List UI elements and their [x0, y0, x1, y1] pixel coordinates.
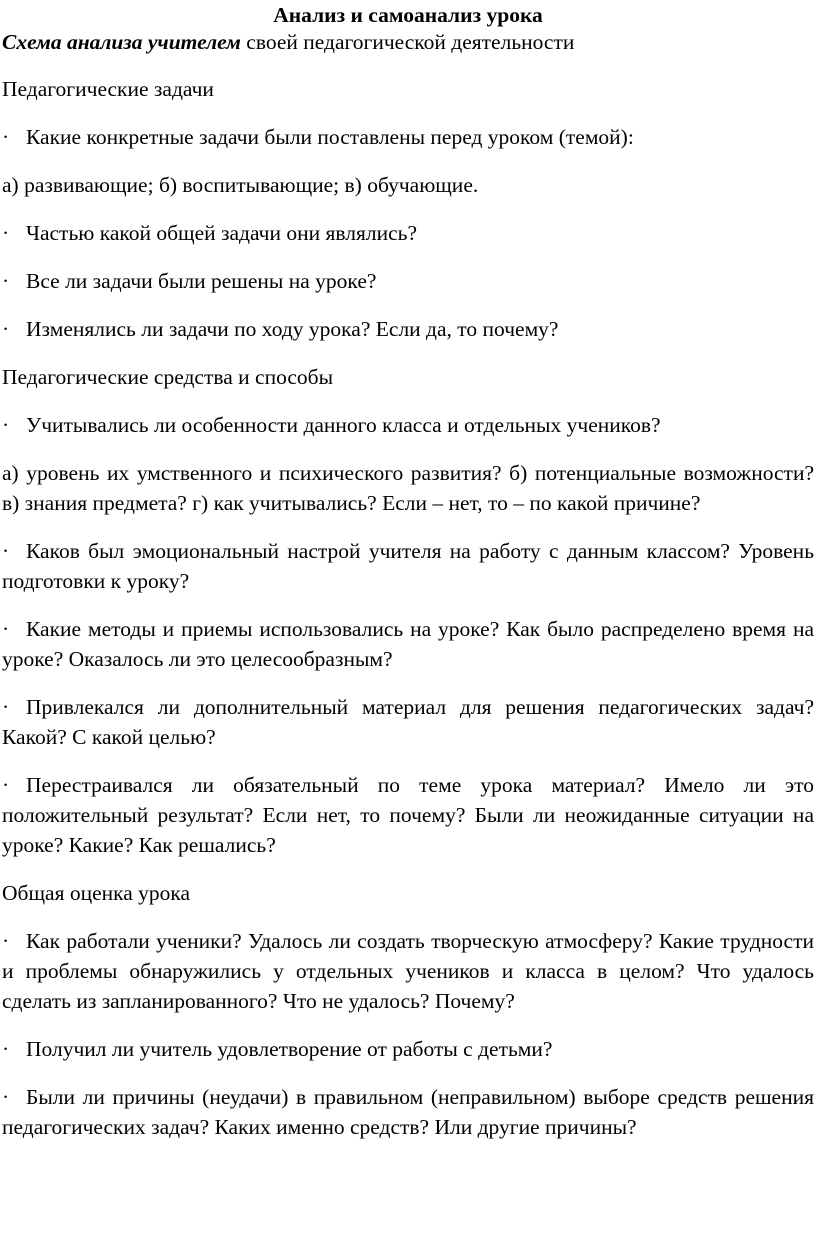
list-item-text: Как работали ученики? Удалось ли создать творческую атмосферу? Какие трудности и проблемы обнаружились у отдельных учеников и класса в целом? Что удалось сделать из запланированного? Что не удалось? Почему? [2, 929, 814, 1013]
bullet-icon: · [2, 539, 10, 563]
bullet-icon: · [2, 413, 10, 437]
list-item [2, 314, 814, 344]
bullet-icon: · [2, 269, 10, 293]
bullet-icon: · [2, 617, 10, 641]
bullet-icon: · [2, 929, 10, 953]
list-item-text: Были ли причины (неудачи) в правильном (неправильном) выборе средств решения педагогических задач? Каких именно средств? Или другие причины? [2, 1085, 814, 1139]
list-item [2, 266, 814, 296]
paragraph: а) развивающие; б) воспитывающие; в) обучающие. [2, 173, 479, 197]
bullet-icon: · [2, 773, 10, 797]
list-item [2, 410, 814, 440]
bullet-icon: · [2, 317, 10, 341]
list-item [2, 1082, 814, 1142]
list-item [2, 770, 814, 860]
list-item-text: Все ли задачи были решены на уроке? [26, 269, 377, 293]
subtitle-rest: своей педагогической деятельности [240, 30, 575, 54]
section-heading: Общая оценка урока [2, 881, 191, 905]
list-item-text: Изменялись ли задачи по ходу урока? Если да, то почему? [26, 317, 559, 341]
subtitle-emphasis: Схема анализа учителем [2, 30, 241, 54]
section-heading: Педагогические задачи [2, 77, 214, 101]
list-item [2, 614, 814, 674]
paragraph: а) уровень их умственного и психического развития? б) потенциальные возможности? в) знания предмета? г) как учитывались? Если – нет, то – по какой причине? [2, 461, 814, 515]
list-item-text: Привлекался ли дополнительный материал для решения педагогических задач? Какой? С какой целью? [2, 695, 814, 749]
list-item-text: Каков был эмоциональный настрой учителя на работу с данным классом? Уровень подготовки к уроку? [2, 539, 814, 593]
list-item-text: Частью какой общей задачи они являлись? [26, 221, 417, 245]
list-item-text: Какие конкретные задачи были поставлены перед уроком (темой): [26, 125, 634, 149]
bullet-icon: · [2, 1085, 10, 1109]
list-item-text: Какие методы и приемы использовались на уроке? Как было распределено время на уроке? Оказалось ли это целесообразным? [2, 617, 814, 671]
list-item [2, 122, 814, 152]
list-item [2, 218, 814, 248]
list-item [2, 1034, 814, 1064]
document-title: Анализ и самоанализ урока [273, 3, 543, 27]
bullet-icon: · [2, 1037, 10, 1061]
bullet-icon: · [2, 125, 10, 149]
bullet-icon: · [2, 695, 10, 719]
list-item-text: Получил ли учитель удовлетворение от работы с детьми? [26, 1037, 553, 1061]
list-item-text: Перестраивался ли обязательный по теме урока материал? Имело ли это положительный результат? Если нет, то почему? Были ли неожиданные ситуации на уроке? Какие? Как решались? [2, 773, 814, 857]
section-heading: Педагогические средства и способы [2, 365, 334, 389]
list-item [2, 692, 814, 752]
list-item-text: Учитывались ли особенности данного класса и отдельных учеников? [26, 413, 661, 437]
list-item [2, 536, 814, 596]
document-subtitle [2, 28, 814, 56]
bullet-icon: · [2, 221, 10, 245]
list-item [2, 926, 814, 1016]
document-content [2, 74, 814, 1142]
